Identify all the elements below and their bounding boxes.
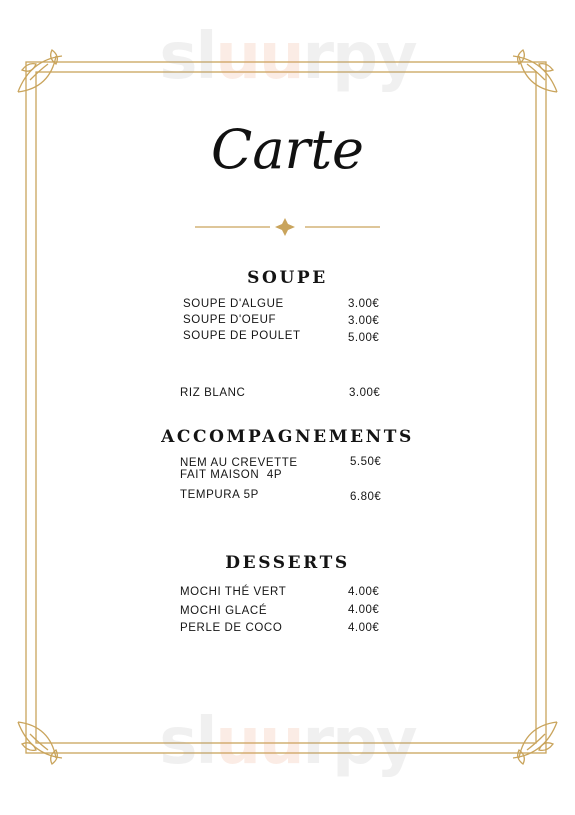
watermark-logo-top: sluurpy xyxy=(159,20,416,94)
menu-item-name: SOUPE D'ALGUE xyxy=(183,298,284,310)
menu-item-price: 4.00€ xyxy=(348,604,380,616)
menu-item-price: 6.80€ xyxy=(350,491,382,503)
section-title-soupe: SOUPE xyxy=(247,268,328,288)
menu-item-price: 5.00€ xyxy=(348,332,380,344)
menu-item-name: NEM AU CREVETTE FAIT MAISON 4P xyxy=(180,457,298,481)
menu-item-name: MOCHI GLACÉ xyxy=(180,605,268,617)
menu-item-name: PERLE DE COCO xyxy=(180,622,283,634)
menu-item-name: MOCHI THÉ VERT xyxy=(180,586,287,598)
menu-item-price: 4.00€ xyxy=(348,622,380,634)
menu-item-name: TEMPURA 5P xyxy=(180,489,259,501)
watermark-logo-bottom: sluurpy xyxy=(159,705,416,779)
menu-item-name: RIZ BLANC xyxy=(180,387,246,399)
star-icon xyxy=(275,218,295,236)
menu-item-price: 4.00€ xyxy=(348,586,380,598)
menu-item-price: 3.00€ xyxy=(348,315,380,327)
menu-item-price: 5.50€ xyxy=(350,456,382,468)
section-title-accompagnements: ACCOMPAGNEMENTS xyxy=(161,427,414,447)
menu-item-price: 3.00€ xyxy=(348,298,380,310)
menu-item-name: SOUPE D'OEUF xyxy=(183,314,277,326)
menu-item-name: SOUPE DE POULET xyxy=(183,330,301,342)
title-divider xyxy=(195,218,380,238)
menu-title: Carte xyxy=(211,118,364,181)
section-title-desserts: DESSERTS xyxy=(225,553,350,573)
menu-item-price: 3.00€ xyxy=(349,387,381,399)
